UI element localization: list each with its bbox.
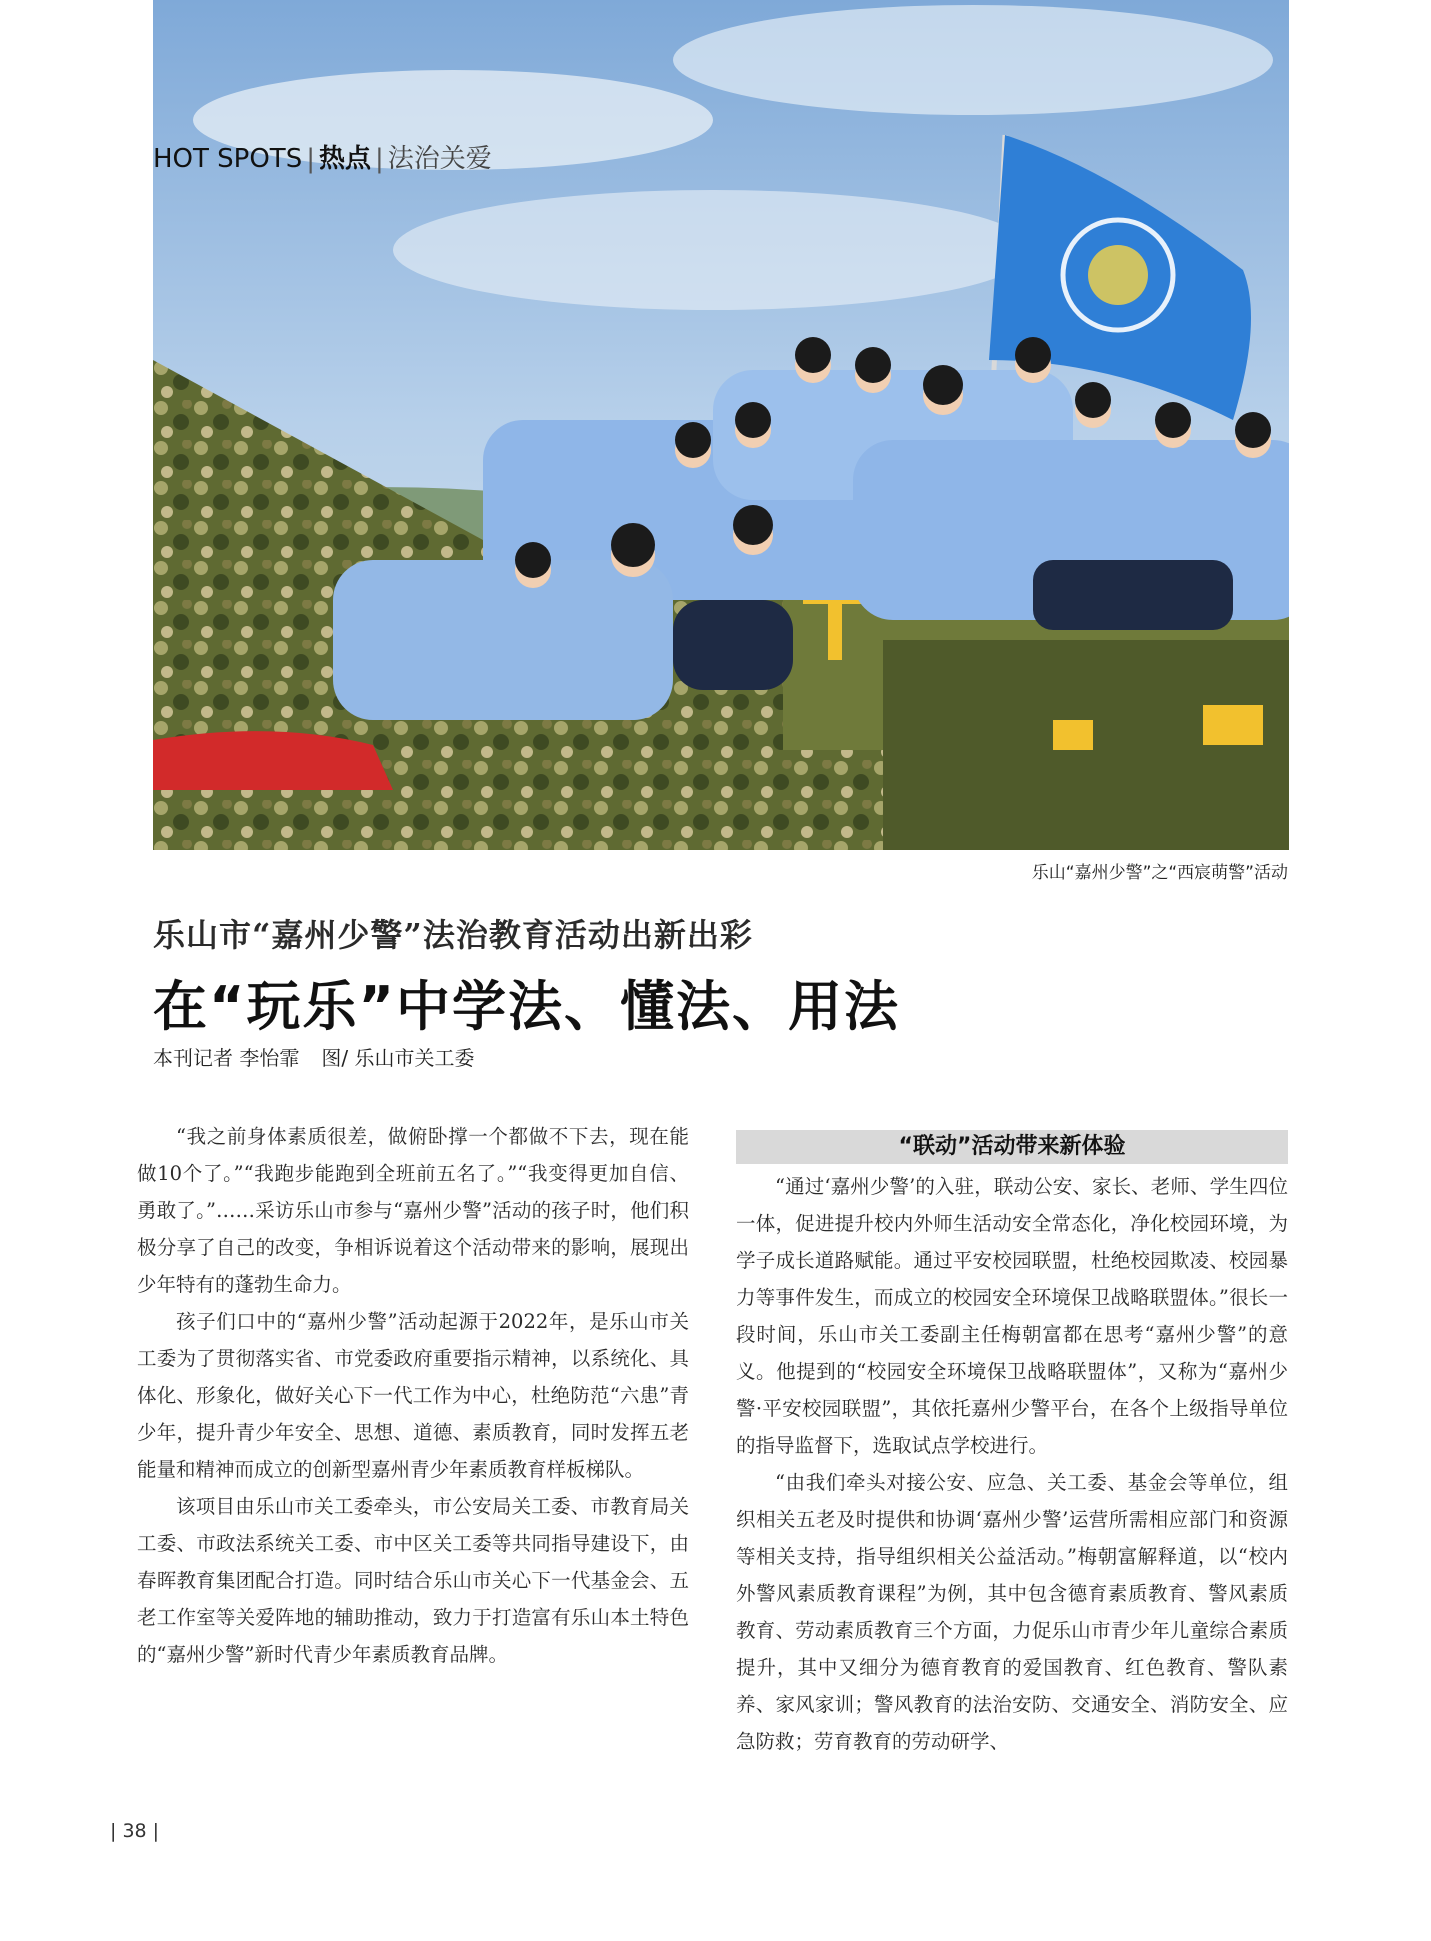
photo-caption: 乐山“嘉州少警”之“西宸萌警”活动 xyxy=(1031,863,1288,883)
paragraph: 该项目由乐山市关工委牵头，市公安局关工委、市教育局关工委、市政法系统关工委、市中区关工委等共同指导建设下，由春晖教育集团配合打造。同时结合乐山市关心下一代基金会、五老工作室等关爱阵地的辅助推动，致力于打造富有乐山本土特色的“嘉州少警”新时代青少年素质教育品牌。 xyxy=(137,1495,689,1666)
hero-photo xyxy=(153,0,1289,850)
article-title: 在“玩乐”中学法、懂法、用法 xyxy=(153,975,900,1038)
page-number: | 38 | xyxy=(110,1820,160,1842)
section-heading: “联动”活动带来新体验 xyxy=(736,1130,1288,1164)
divider: | xyxy=(374,144,384,174)
flag-emblem-center xyxy=(1088,245,1148,305)
section-en: HOT SPOTS xyxy=(153,144,303,174)
cloud xyxy=(393,190,1033,310)
article-subtitle: 乐山市“嘉州少警”法治教育活动出新出彩 xyxy=(153,916,753,954)
paragraph: “我之前身体素质很差，做俯卧撑一个都做不下去，现在能做10个了。”“我跑步能跑到全班前五名了。”“我变得更加自信、勇敢了。”……采访乐山市参与“嘉州少警”活动的孩子时，他们积极分享了自己的改变，争相诉说着这个活动带来的影响，展现出少年特有的蓬勃生命力。 xyxy=(137,1125,689,1296)
section-cn: 热点 xyxy=(318,144,371,174)
byline xyxy=(153,1042,474,1071)
column-name: 法治关爱 xyxy=(387,144,492,174)
divider: | xyxy=(306,144,315,174)
cloud xyxy=(673,5,1273,115)
paragraph: “由我们牵头对接公安、应急、关工委、基金会等单位，组织相关五老及时提供和协调‘嘉州少警’运营所需相应部门和资源等相关支持，指导组织相关公益活动。”梅朝富解释道，以“校内外警风素质教育课程”为例，其中包含德育素质教育、警风素质教育、劳动素质教育三个方面，力促乐山市青少年儿童综合素质提升，其中又细分为德育教育的爱国教育、红色教育、警队素养、家风家训；警风教育的法治安防、交通安全、消防安全、应急防救；劳育教育的劳动研学、 xyxy=(736,1471,1288,1753)
paragraph: “通过‘嘉州少警’的入驻，联动公安、家长、老师、学生四位一体，促进提升校内外师生活动安全常态化，净化校园环境，为学子成长道路赋能。通过平安校园联盟，杜绝校园欺凌、校园暴力等事件发生，而成立的校园安全环境保卫战略联盟体。”很长一段时间，乐山市关工委副主任梅朝富都在思考“嘉州少警”的意义。他提到的“校园安全环境保卫战略联盟体”，又称为“嘉州少警·平安校园联盟”，其依托嘉州少警平台，在各个上级指导单位的指导监督下，选取试点学校进行。 xyxy=(736,1175,1288,1457)
left-column xyxy=(137,1118,689,1673)
right-column xyxy=(736,1130,1288,1760)
photo-credit: 图/ 乐山市关工委 xyxy=(321,1046,475,1070)
section-tag xyxy=(153,138,492,175)
paragraph: 孩子们口中的“嘉州少警”活动起源于2022年，是乐山市关工委为了贯彻落实省、市党委政府重要指示精神，以系统化、具体化、形象化，做好关心下一代工作为中心，杜绝防范“六患”青少年，提升青少年安全、思想、道德、素质教育，同时发挥五老能量和精神而成立的创新型嘉州青少年素质教育样板梯队。 xyxy=(137,1310,689,1481)
author: 本刊记者 李怡霏 xyxy=(153,1046,300,1070)
hero-photo-illustration xyxy=(153,0,1289,850)
